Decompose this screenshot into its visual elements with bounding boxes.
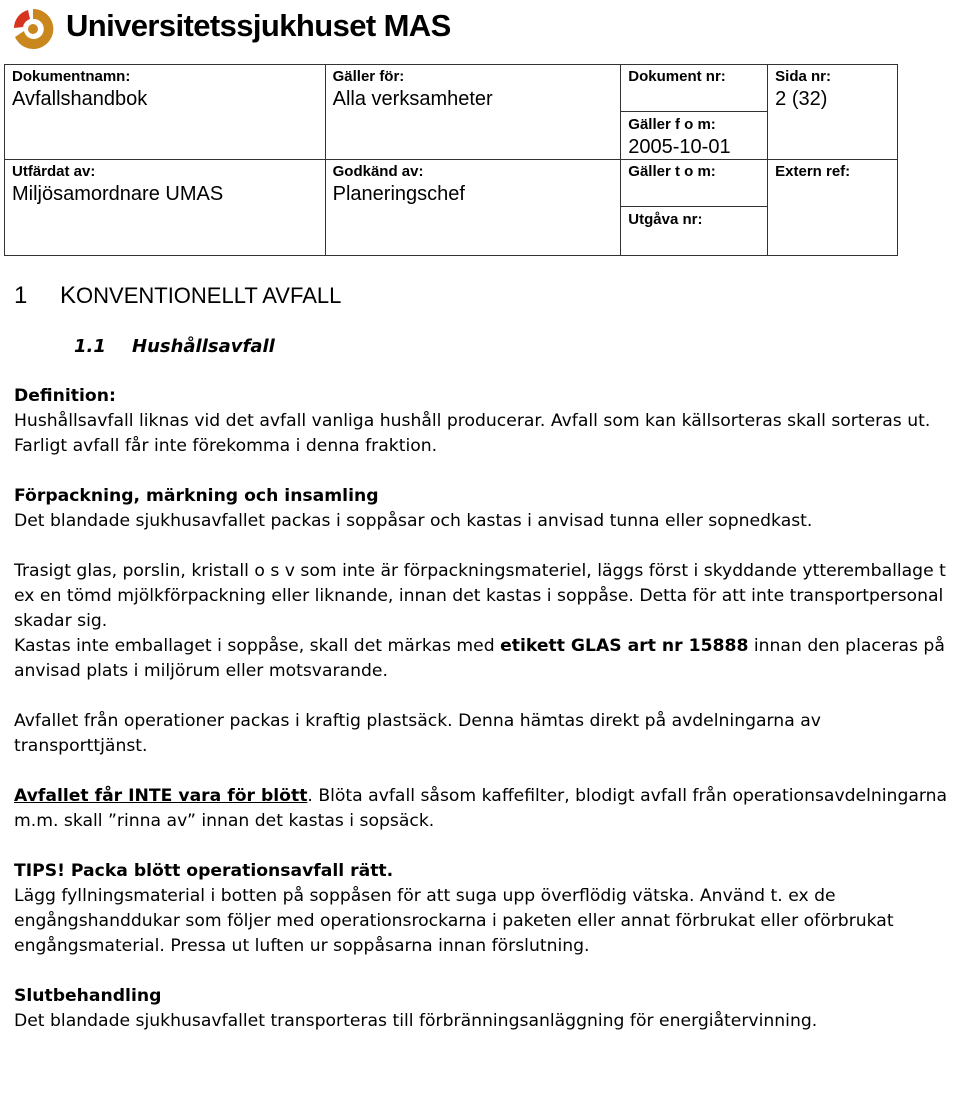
approved-label: Godkänd av: bbox=[332, 163, 424, 180]
operation-paragraph: Avfallet från operationer packas i kraftig plastsäck. Denna hämtas direkt på avdelningarna av transporttjänst. bbox=[14, 711, 821, 756]
subsection-number: 1.1 bbox=[74, 336, 106, 357]
tips-text: Lägg fyllningsmaterial i botten på soppåsen för att suga upp överflödig vätska. Använd t. ex de engångshanddukar som följer med operationsrockarna i paketen eller annat förbrukat eller oförbrukat engångsmaterial. Pressa ut luften ur soppåsarna innan förslutning. bbox=[14, 886, 894, 956]
docname-cell bbox=[5, 65, 326, 160]
approved-cell bbox=[325, 160, 621, 256]
subsection-heading bbox=[74, 336, 275, 357]
glass-label-article: etikett GLAS art nr 15888 bbox=[500, 636, 749, 656]
final-treatment-heading: Slutbehandling bbox=[14, 986, 162, 1006]
wet-waste-warning: Avfallet får INTE vara för blött bbox=[14, 786, 308, 806]
section-heading bbox=[14, 282, 341, 310]
packaging-heading: Förpackning, märkning och insamling bbox=[14, 486, 379, 506]
valid-from-label: Gäller f o m: bbox=[628, 116, 716, 133]
glass-label-text-before: Kastas inte emballaget i soppåse, skall det märkas med bbox=[14, 636, 501, 656]
logo-text: Universitetssjukhuset MAS bbox=[66, 8, 451, 43]
document-body bbox=[14, 384, 958, 1034]
wet-waste-text: . Blöta avfall såsom kaffefilter, blodigt avfall från operationsavdelningarna m.m. skall ”rinna av” innan det kastas i sopsäck. bbox=[14, 786, 948, 831]
document-header-table bbox=[4, 64, 898, 256]
applies-cell bbox=[325, 65, 621, 160]
issued-label: Utfärdat av: bbox=[12, 163, 96, 180]
docname-value: Avfallshandbok bbox=[12, 88, 148, 110]
issued-cell bbox=[5, 160, 326, 256]
docnr-label: Dokument nr: bbox=[628, 68, 726, 85]
glass-paragraph: Trasigt glas, porslin, kristall o s v som inte är förpackningsmateriel, läggs först i skyddande ytteremballage t ex en tömd mjölkförpackning eller liknande, innan det kastas i soppåse. Detta för att inte transportpersonal skadar sig. bbox=[14, 561, 946, 631]
applies-label: Gäller för: bbox=[332, 68, 405, 85]
section-title-initial: K bbox=[60, 282, 77, 309]
page-value: 2 (32) bbox=[775, 88, 828, 110]
docnr-validfrom-cell bbox=[621, 65, 768, 160]
glass-label-text-after: innan den placeras på anvisad plats i miljörum eller motsvarande. bbox=[14, 636, 945, 681]
docname-label: Dokumentnamn: bbox=[12, 68, 131, 85]
extref-label: Extern ref: bbox=[775, 163, 851, 180]
section-title-rest: ONVENTIONELLT AVFALL bbox=[76, 283, 342, 308]
final-treatment-text: Det blandade sjukhusavfallet transporteras till förbränningsanläggning för energiåtervinning. bbox=[14, 1011, 818, 1031]
validto-version-cell bbox=[621, 160, 768, 256]
packaging-text: Det blandade sjukhusavfallet packas i soppåsar och kastas i anvisad tunna eller sopnedkast. bbox=[14, 511, 813, 531]
version-label: Utgåva nr: bbox=[628, 211, 703, 228]
valid-from-value: 2005-10-01 bbox=[628, 136, 731, 158]
wet-waste-paragraph bbox=[14, 784, 958, 834]
issued-value: Miljösamordnare UMAS bbox=[12, 183, 224, 205]
definition-text: Hushållsavfall liknas vid det avfall vanliga hushåll producerar. Avfall som kan källsorteras skall sorteras ut. Farligt avfall får inte förekomma i denna fraktion. bbox=[14, 411, 931, 456]
approved-value: Planeringschef bbox=[332, 183, 465, 205]
section-number: 1 bbox=[14, 282, 28, 309]
page-label: Sida nr: bbox=[775, 68, 831, 85]
glass-label-paragraph bbox=[14, 634, 958, 684]
tips-heading: TIPS! Packa blött operationsavfall rätt. bbox=[14, 861, 394, 881]
definition-heading: Definition: bbox=[14, 386, 116, 406]
subsection-title: Hushållsavfall bbox=[132, 336, 275, 357]
applies-value: Alla verksamheter bbox=[332, 88, 493, 110]
logo-emblem-icon bbox=[10, 6, 56, 52]
extref-cell bbox=[768, 160, 898, 256]
valid-to-label: Gäller t o m: bbox=[628, 163, 716, 180]
page-cell bbox=[768, 65, 898, 160]
